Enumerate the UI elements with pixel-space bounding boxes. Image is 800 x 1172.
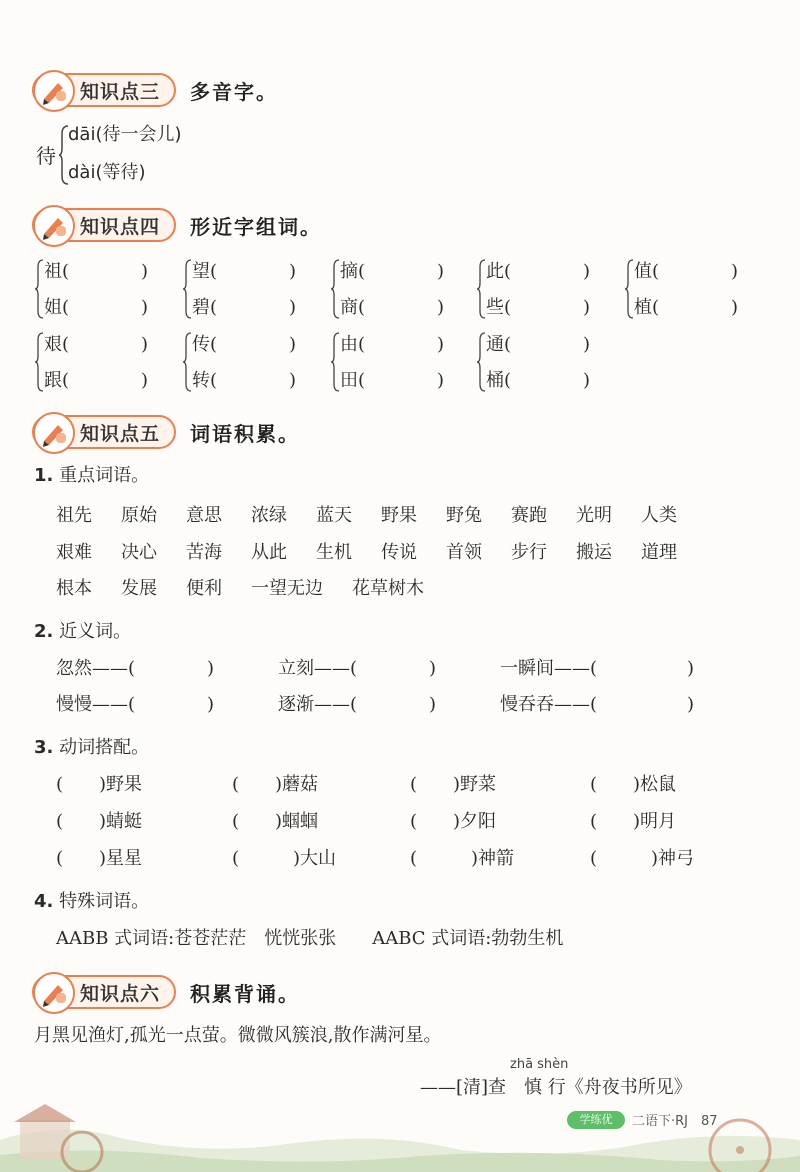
similar-char-item: 田( )	[340, 370, 445, 391]
similar-char-pair	[34, 330, 164, 400]
pencil-hand-icon	[32, 204, 76, 248]
similar-char-item: 望( )	[192, 261, 297, 282]
question-title: 动词搭配。	[59, 737, 150, 758]
similar-char-pair	[330, 330, 460, 400]
polyphone-char: 待	[36, 144, 56, 168]
synonym-item: 忽然——( )	[56, 658, 215, 679]
verb-match-item: ( )蜻蜓	[56, 811, 143, 832]
synonym-item: 立刻——( )	[278, 658, 437, 679]
vocab-word: 根本	[56, 578, 92, 599]
vocab-word: 祖先	[56, 505, 92, 526]
synonym-item: 逐渐——( )	[278, 694, 437, 715]
similar-char-item: 传( )	[192, 334, 297, 355]
section-badge	[32, 73, 176, 107]
similar-char-pair	[182, 330, 312, 400]
poem-text: 月黑见渔灯,孤光一点萤。微微风簇浪,散作满河星。	[34, 1025, 442, 1046]
similar-char-item: 碧( )	[192, 297, 297, 318]
brace-icon	[182, 332, 192, 392]
similar-char-pair	[330, 257, 460, 327]
similar-char-item: 摘( )	[340, 261, 445, 282]
similar-char-item: 此( )	[486, 261, 591, 282]
vocab-word: 艰难	[56, 542, 92, 563]
brace-icon	[34, 259, 44, 319]
synonym-item: 一瞬间——( )	[500, 658, 695, 679]
similar-char-item: 值( )	[634, 261, 739, 282]
vocab-word: 发展	[121, 578, 157, 599]
similar-char-pair	[476, 330, 606, 400]
question-1-heading	[34, 461, 149, 487]
synonym-item: 慢吞吞——( )	[500, 694, 695, 715]
vocab-row	[56, 538, 706, 564]
vocab-row	[56, 501, 706, 527]
question-title: 特殊词语。	[59, 891, 150, 912]
brace-icon	[34, 332, 44, 392]
similar-char-pair	[624, 257, 754, 327]
similar-char-pair	[476, 257, 606, 327]
brace-icon	[330, 259, 340, 319]
vocab-word: 意思	[186, 505, 222, 526]
pencil-hand-icon	[32, 411, 76, 455]
vocab-word: 野兔	[446, 505, 482, 526]
section-badge-label: 知识点四	[80, 215, 161, 238]
vocab-word: 人类	[641, 505, 677, 526]
similar-char-item: 通( )	[486, 334, 591, 355]
similar-char-item: 姐( )	[44, 297, 149, 318]
vocab-word: 赛跑	[511, 505, 547, 526]
polyphone-reading-1: dāi(待一会儿)	[68, 124, 182, 145]
vocab-word: 便利	[186, 578, 222, 599]
vocab-word: 搬运	[576, 542, 612, 563]
section-header-6	[32, 972, 300, 1012]
vocab-word: 花草树木	[352, 578, 424, 599]
verb-match-item: ( )神弓	[590, 848, 695, 869]
question-number: 1.	[34, 465, 54, 486]
similar-char-item: 转( )	[192, 370, 297, 391]
similar-char-pair	[34, 257, 164, 327]
vocab-word: 蓝天	[316, 505, 352, 526]
brace-icon	[476, 332, 486, 392]
brace-icon	[182, 259, 192, 319]
verb-match-item: ( )明月	[590, 811, 677, 832]
brace-icon	[330, 332, 340, 392]
question-4-heading	[34, 887, 149, 913]
pencil-hand-icon	[32, 971, 76, 1015]
synonym-item: 慢慢——( )	[56, 694, 215, 715]
vocab-word: 一望无边	[251, 578, 323, 599]
section-title: 形近字组词。	[190, 214, 323, 239]
question-3-heading	[34, 733, 149, 759]
similar-char-item: 祖( )	[44, 261, 149, 282]
similar-char-item: 植( )	[634, 297, 739, 318]
question-number: 4.	[34, 891, 54, 912]
brand-badge: 学练优	[567, 1111, 625, 1129]
vocab-word: 从此	[251, 542, 287, 563]
verb-match-item: ( )神箭	[410, 848, 515, 869]
similar-char-item: 商( )	[340, 297, 445, 318]
section-header-5	[32, 412, 300, 452]
pencil-hand-icon	[32, 69, 76, 113]
section-title: 多音字。	[190, 79, 279, 104]
vocab-row	[56, 574, 453, 600]
similar-char-item: 艰( )	[44, 334, 149, 355]
question-title: 近义词。	[59, 621, 132, 642]
section-badge-label: 知识点三	[80, 80, 161, 103]
verb-match-item: ( )野果	[56, 774, 143, 795]
verb-match-item: ( )星星	[56, 848, 143, 869]
verb-match-item: ( )夕阳	[410, 811, 497, 832]
section-badge	[32, 208, 176, 242]
verb-match-item: ( )松鼠	[590, 774, 677, 795]
brace-icon	[624, 259, 634, 319]
vocab-word: 步行	[511, 542, 547, 563]
section-title: 词语积累。	[190, 421, 301, 446]
vocab-word: 决心	[121, 542, 157, 563]
page-footer: 二语下·RJ 87	[632, 1114, 718, 1129]
similar-char-item: 桶( )	[486, 370, 591, 391]
vocab-word: 道理	[641, 542, 677, 563]
vocab-word: 原始	[121, 505, 157, 526]
poem-pinyin: zhā shèn	[510, 1057, 569, 1072]
section-badge-label: 知识点五	[80, 422, 161, 445]
polyphone-reading-2: dài(等待)	[68, 162, 146, 183]
vocab-word: 光明	[576, 505, 612, 526]
similar-char-pair	[182, 257, 312, 327]
section-badge	[32, 415, 176, 449]
similar-char-item: 由( )	[340, 334, 445, 355]
similar-char-item: 跟( )	[44, 370, 149, 391]
verb-match-item: ( )野菜	[410, 774, 497, 795]
vocab-word: 野果	[381, 505, 417, 526]
section-title: 积累背诵。	[190, 981, 301, 1006]
verb-match-item: ( )蘑菇	[232, 774, 319, 795]
vocab-word: 传说	[381, 542, 417, 563]
question-number: 2.	[34, 621, 54, 642]
special-words-line: AABB 式词语:苍苍茫茫 恍恍张张 AABC 式词语:勃勃生机	[56, 928, 564, 949]
vocab-word: 浓绿	[251, 505, 287, 526]
verb-match-item: ( )大山	[232, 848, 337, 869]
section-badge	[32, 975, 176, 1009]
question-number: 3.	[34, 737, 54, 758]
poem-source: ——[清]查 慎 行《舟夜书所见》	[420, 1077, 692, 1098]
section-header-4	[32, 205, 322, 245]
question-title: 重点词语。	[59, 465, 150, 486]
brace-icon	[476, 259, 486, 319]
vocab-word: 苦海	[186, 542, 222, 563]
vocab-word: 首领	[446, 542, 482, 563]
verb-match-item: ( )蝈蝈	[232, 811, 319, 832]
section-badge-label: 知识点六	[80, 982, 161, 1005]
vocab-word: 生机	[316, 542, 352, 563]
section-header-3	[32, 70, 278, 110]
question-2-heading	[34, 617, 131, 643]
similar-char-item: 些( )	[486, 297, 591, 318]
